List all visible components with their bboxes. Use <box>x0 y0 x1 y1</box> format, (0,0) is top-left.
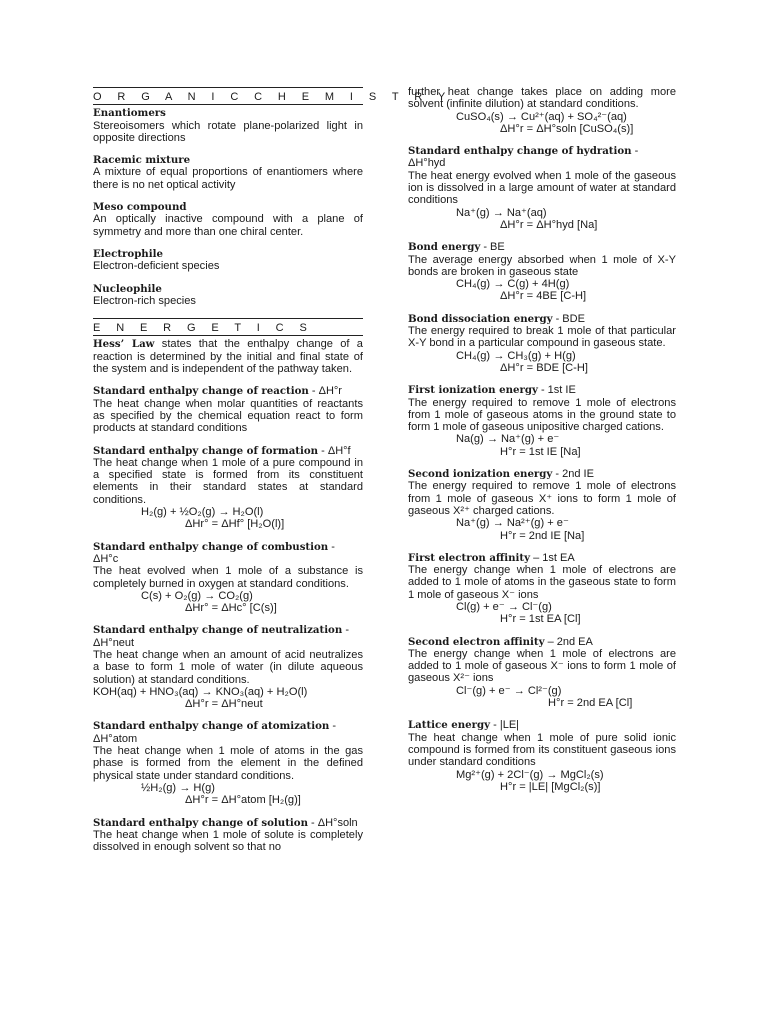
equation-lattice: Mg²⁺(g) + 2Cl⁻(g) → MgCl₂(s) <box>456 768 604 781</box>
term-std-reaction: Standard enthalpy change of reaction - ΔH°r <box>93 385 342 398</box>
equation-neutralization: KOH(aq) + HNO₃(aq) → KNO₃(aq) + H₂O(l) <box>93 685 308 698</box>
term-std-atomization: Standard enthalpy change of atomization - ΔH°atom <box>93 720 337 745</box>
def-lattice-energy: The heat change when 1 mole of pure solid ionic compound is formed from its constituent gaseous ions under standard conditions <box>408 731 676 769</box>
equation-atomization-enthalpy: ΔH°r = ΔH°atom [H₂(g)] <box>185 794 301 807</box>
equation-first-ionization-enthalpy: H°r = 1st IE [Na] <box>500 445 581 458</box>
term-std-formation: Standard enthalpy change of formation - ΔH°f <box>93 444 351 457</box>
equation-solution: CuSO₄(s) → Cu²⁺(aq) + SO₄²⁻(aq) <box>456 110 627 123</box>
left-column <box>93 84 452 854</box>
term-second-electron-affinity: Second electron affinity – 2nd EA <box>408 635 593 648</box>
def-std-formation: The heat change when 1 mole of a pure compound in a specified state is formed from its constituent elements in their standard states at standard conditions. <box>93 456 363 506</box>
right-column <box>408 86 676 793</box>
def-std-hydration: The heat energy evolved when 1 mole of the gaseous ion is dissolved in a large amount of water at standard conditions <box>408 169 676 207</box>
equation-second-electron-affinity: Cl⁻(g) + e⁻ → Cl²⁻(g) <box>456 684 562 697</box>
def-enantiomers: Stereoisomers which rotate plane-polarized light in opposite directions <box>93 119 363 144</box>
equation-bde: CH₄(g) → CH₃(g) + H(g) <box>456 349 576 362</box>
hess-law-paragraph <box>93 338 363 375</box>
equation-second-ionization: Na⁺(g) → Na²⁺(g) + e⁻ <box>456 517 569 530</box>
equation-first-electron-affinity-enthalpy: H°r = 1st EA [Cl] <box>500 613 581 626</box>
term-nucleophile: Nucleophile <box>93 282 162 295</box>
term-electrophile: Electrophile <box>93 247 163 260</box>
equation-atomization: ½H₂(g) → H(g) <box>141 781 215 794</box>
equation-formation: H₂(g) + ½O₂(g) → H₂O(l) <box>141 506 264 519</box>
equation-bond-energy: CH₄(g) → C(g) + 4H(g) <box>456 278 570 291</box>
term-std-solution: Standard enthalpy change of solution - ΔH°soln <box>93 816 358 829</box>
energetics-heading: E N E R G E T I C S <box>93 318 363 336</box>
term-second-ionization: Second ionization energy - 2nd IE <box>408 468 594 481</box>
hess-law-def: states that the enthalpy change of a reaction is determined by the initial and final state of the system and is independent of the pathway taken. <box>93 338 363 376</box>
term-racemic-mixture: Racemic mixture <box>93 154 191 167</box>
def-std-solution-continued: further heat change takes place on adding more solvent (infinite dilution) at standard conditions. <box>408 86 676 111</box>
term-meso-compound: Meso compound <box>93 201 187 214</box>
term-first-electron-affinity: First electron affinity – 1st EA <box>408 551 575 564</box>
equation-bond-energy-enthalpy: ΔH°r = 4BE [C-H] <box>500 290 587 303</box>
equation-hydration-enthalpy: ΔH°r = ΔH°hyd [Na] <box>500 218 598 231</box>
equation-neutralization-enthalpy: ΔH°r = ΔH°neut <box>185 698 263 711</box>
term-std-combustion: Standard enthalpy change of combustion - ΔH°c <box>93 540 335 565</box>
def-racemic-mixture: A mixture of equal proportions of enantiomers where there is no net optical activity <box>93 166 363 191</box>
def-bond-energy: The average energy absorbed when 1 mole of X-Y bonds are broken in gaseous state <box>408 253 676 278</box>
equation-solution-enthalpy: ΔH°r = ΔH°soln [CuSO₄(s)] <box>500 122 634 135</box>
def-std-solution: The heat change when 1 mole of solute is completely dissolved in enough solvent so that no <box>93 828 363 854</box>
term-lattice-energy: Lattice energy - |LE| <box>408 719 520 732</box>
equation-formation-enthalpy: ΔHr° = ΔHf° [H₂O(l)] <box>185 518 285 531</box>
def-first-electron-affinity: The energy change when 1 mole of electrons are added to 1 mole of atoms in the gaseous state to form 1 mole of gaseous X⁻ ions <box>408 564 676 601</box>
equation-combustion-enthalpy: ΔHr° = ΔHc° [C(s)] <box>185 602 277 615</box>
equation-bde-enthalpy: ΔH°r = BDE [C-H] <box>500 361 588 374</box>
equation-first-ionization: Na(g) → Na⁺(g) + e⁻ <box>456 433 560 446</box>
def-electrophile: Electron-deficient species <box>93 260 220 273</box>
def-nucleophile: Electron-rich species <box>93 294 196 307</box>
hess-law-term: Hess’ Law <box>93 338 155 351</box>
equation-first-electron-affinity: Cl(g) + e⁻ → Cl⁻(g) <box>456 600 552 613</box>
def-meso-compound: An optically inactive compound with a plane of symmetry and more than one chiral center. <box>93 213 363 238</box>
def-std-combustion: The heat evolved when 1 mole of a substance is completely burned in oxygen at standard conditions. <box>93 565 363 590</box>
term-std-hydration: Standard enthalpy change of hydration - ΔH°hyd <box>408 145 639 170</box>
def-second-ionization: The energy required to remove 1 mole of electrons from 1 mole of gaseous X⁺ ions to form 1 mole of gaseous X²⁺ charged cations. <box>408 480 676 517</box>
equation-second-ionization-enthalpy: H°r = 2nd IE [Na] <box>500 529 585 542</box>
term-first-ionization: First ionization energy - 1st IE <box>408 384 576 397</box>
def-bde: The energy required to break 1 mole of that particular X-Y bond in a particular compound in gaseous state. <box>408 325 676 350</box>
term-std-neutralization: Standard enthalpy change of neutralization - ΔH°neut <box>93 624 349 649</box>
def-second-electron-affinity: The energy change when 1 mole of electrons are added to 1 mole of gaseous X⁻ ions to form 1 mole of gaseous X²⁻ ions <box>408 647 676 685</box>
def-std-atomization: The heat change when 1 mole of atoms in the gas phase is formed from the element in the defined physical state under standard conditions. <box>93 745 363 782</box>
def-std-neutralization: The heat change when an amount of acid neutralizes a base to form 1 mole of water (in dilute aqueous solution) at standard conditions. <box>93 648 363 686</box>
term-enantiomers: Enantiomers <box>93 107 166 120</box>
def-std-reaction: The heat change when molar quantities of reactants as specified by the chemical equation react to form products at standard conditions <box>93 397 363 435</box>
term-bond-energy: Bond energy - BE <box>408 241 505 254</box>
organic-chemistry-heading: O R G A N I C C H E M I S T R Y <box>93 87 363 105</box>
def-first-ionization: The energy required to remove 1 mole of electrons from 1 mole of gaseous atoms in the ground state to form 1 mole of gaseous unipositive charged cations. <box>408 396 676 434</box>
term-bde: Bond dissociation energy - BDE <box>408 312 585 325</box>
equation-second-electron-affinity-enthalpy: H°r = 2nd EA [Cl] <box>548 697 633 710</box>
equation-lattice-enthalpy: H°r = |LE| [MgCl₂(s)] <box>500 780 601 793</box>
equation-combustion: C(s) + O₂(g) → CO₂(g) <box>141 589 253 602</box>
equation-hydration: Na⁺(g) → Na⁺(aq) <box>456 206 547 219</box>
